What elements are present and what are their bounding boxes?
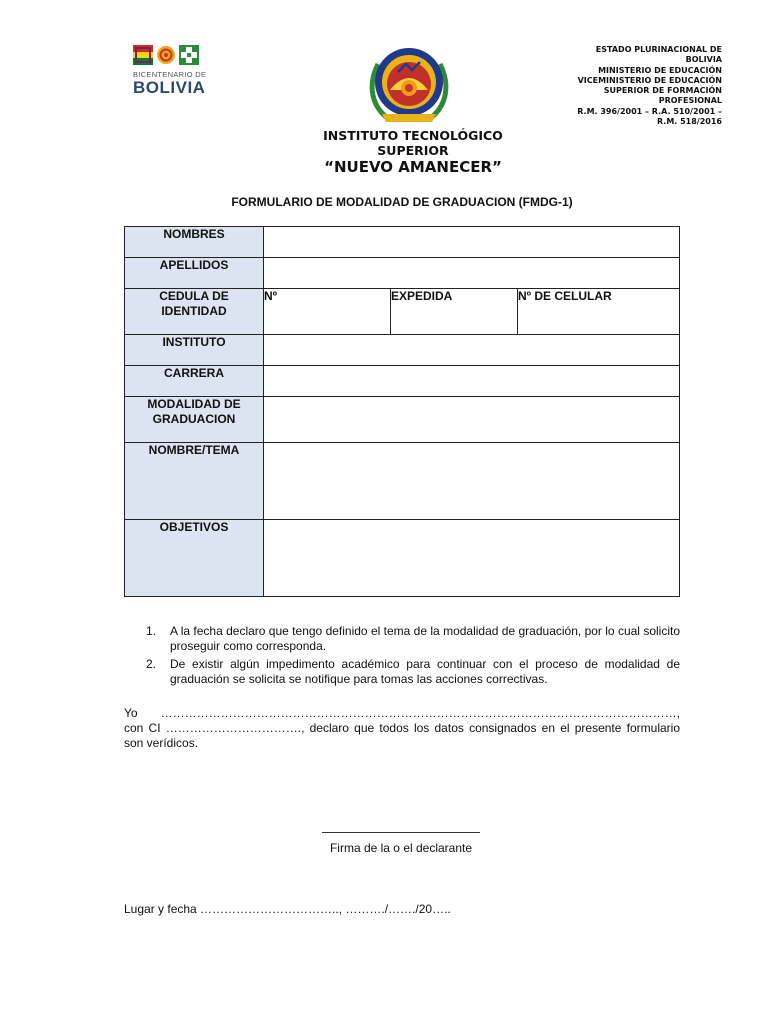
objetivos-label: OBJETIVOS <box>125 520 264 597</box>
ci-expedida-field[interactable]: EXPEDIDA <box>391 289 518 335</box>
apellidos-label: APELLIDOS <box>125 258 264 289</box>
ministry-line: R.M. 518/2016 <box>656 117 722 127</box>
modalidad-field[interactable] <box>264 397 680 443</box>
flag-mosaic-icon <box>133 45 153 65</box>
bicentenario-logo <box>133 45 213 105</box>
list-item-number: 2. <box>146 657 157 671</box>
table-row <box>125 335 680 366</box>
table-row <box>125 227 680 258</box>
ministry-line: ESTADO PLURINACIONAL DE <box>595 45 722 54</box>
ministry-header <box>528 45 722 127</box>
nombres-field[interactable] <box>264 227 680 258</box>
declarations-list <box>146 624 680 690</box>
table-row <box>125 289 680 335</box>
tema-label: NOMBRE/TEMA <box>125 443 264 520</box>
bicentenario-emblem-icon <box>133 45 213 65</box>
institute-name: INSTITUTO TECNOLÓGICO SUPERIOR <box>323 128 503 158</box>
nombres-label: NOMBRES <box>125 227 264 258</box>
ministry-line: SUPERIOR DE FORMACIÓN <box>603 86 722 96</box>
signature-label: Firma de la o el declarante <box>329 841 473 855</box>
chakana-icon <box>179 45 199 65</box>
declaration-statement: Yo …………………………………………………………………………………………………………………, con CI ……………………………., declaro que todos los datos consignados en el presente formulario son verídicos. <box>124 706 680 750</box>
ministry-line: PROFESIONAL <box>658 96 722 106</box>
table-row <box>125 258 680 289</box>
list-item-text: De existir algún impedimento académico para continuar con el proceso de modalidad de graduación se solicita se notifique para tomas las acciones correctivas. <box>170 657 680 686</box>
ministry-line: VICEMINISTERIO DE EDUCACIÓN <box>577 75 722 85</box>
apellidos-field[interactable] <box>264 258 680 289</box>
table-row <box>125 443 680 520</box>
tema-field[interactable] <box>264 443 680 520</box>
sun-spiral-icon <box>156 45 176 65</box>
ci-number-field[interactable]: Nº <box>264 289 391 335</box>
list-item <box>146 624 680 654</box>
carrera-field[interactable] <box>264 366 680 397</box>
ci-celular-field[interactable]: Nº DE CELULAR <box>518 289 680 335</box>
institute-subtitle: “NUEVO AMANECER” <box>324 158 502 176</box>
modalidad-label: MODALIDAD DE GRADUACION <box>125 397 264 443</box>
institute-emblem-icon <box>360 44 458 128</box>
table-row <box>125 520 680 597</box>
ministry-line: R.M. 396/2001 – R.A. 510/2001 – <box>577 106 722 116</box>
objetivos-field[interactable] <box>264 520 680 597</box>
instituto-field[interactable] <box>264 335 680 366</box>
graduation-form-table <box>124 226 680 597</box>
institute-emblem <box>360 44 458 128</box>
instituto-label: INSTITUTO <box>125 335 264 366</box>
form-title: FORMULARIO DE MODALIDAD DE GRADUACION (FMDG-1) <box>231 195 573 209</box>
list-item-text: A la fecha declaro que tengo definido el tema de la modalidad de graduación, por lo cual solicito proseguir como corresponda. <box>170 624 680 653</box>
table-row <box>125 397 680 443</box>
ministry-line: BOLIVIA <box>685 55 722 65</box>
list-item <box>146 657 680 687</box>
place-date-line: Lugar y fecha …………………………….., ………./……./20….. <box>124 902 451 916</box>
signature-line[interactable] <box>322 832 480 833</box>
list-item-number: 1. <box>146 624 157 638</box>
ministry-line: MINISTERIO DE EDUCACIÓN <box>598 65 722 75</box>
logo-big-text: BOLIVIA <box>133 78 206 97</box>
table-row <box>125 366 680 397</box>
logo-small-text: BICENTENARIO DE <box>133 70 207 79</box>
carrera-label: CARRERA <box>125 366 264 397</box>
cedula-label: CEDULA DE IDENTIDAD <box>125 289 264 335</box>
